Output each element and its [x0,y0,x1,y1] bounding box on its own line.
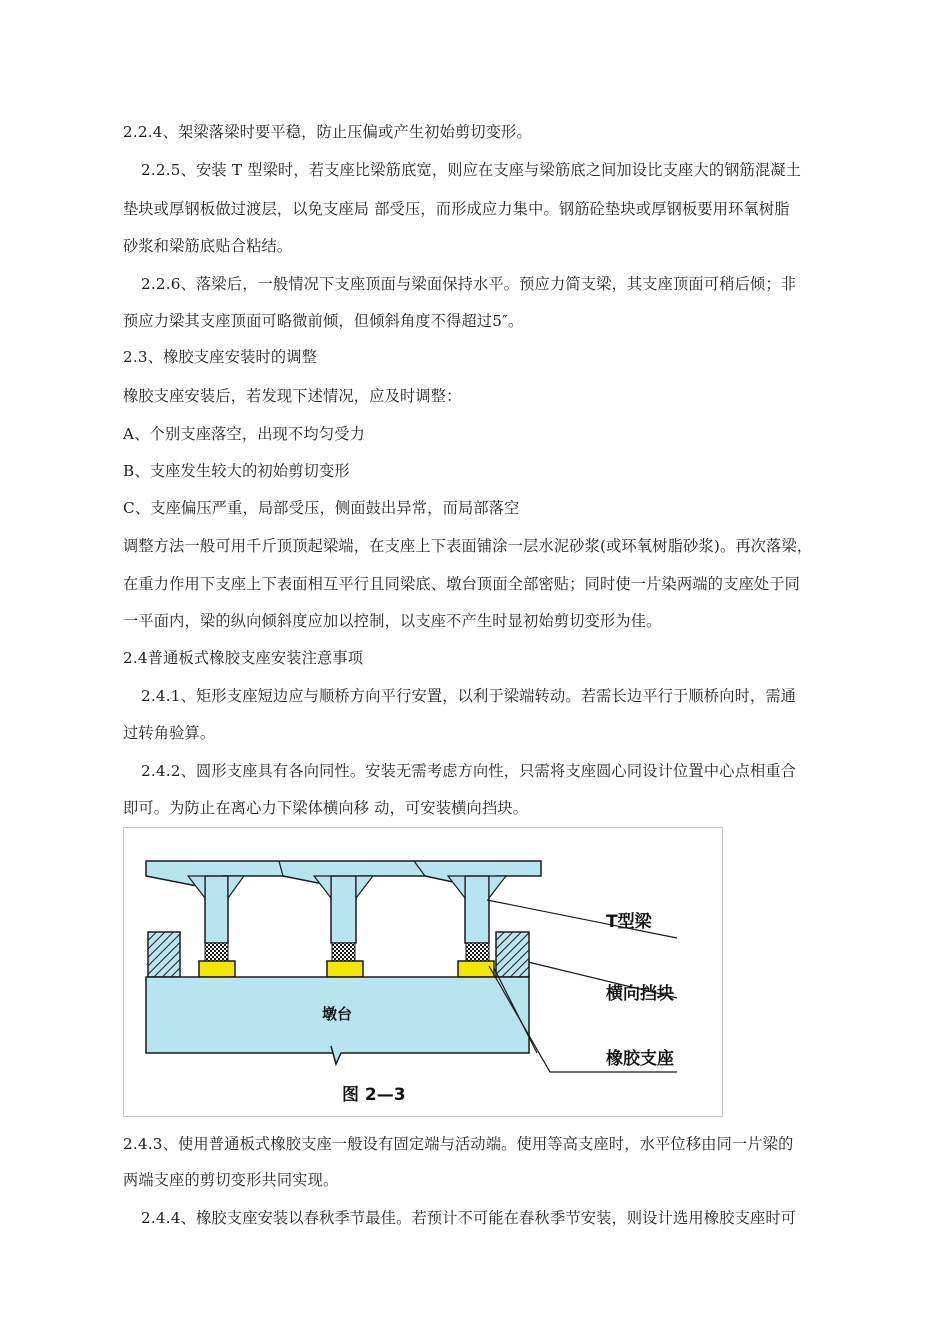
para-adjust-method-line1: 调整方法一般可用千斤顶顶起梁端，在支座上下表面铺涂一层水泥砂浆(或环氧树脂砂浆)。再次落梁， [123,537,813,555]
figure-2-3 [123,827,723,1117]
bearing-plate-1 [199,961,235,977]
t-beam-web-1 [205,876,228,943]
label-lateral-block: 横向挡块 [606,984,674,1004]
para-2-2-4: 2.2.4、架梁落梁时要平稳，防止压偏或产生初始剪切变形。 [123,123,532,141]
para-2-4-3-line2: 两端支座的剪切变形共同实现。 [123,1171,339,1189]
heading-2-3: 2.3、橡胶支座安装时的调整 [123,348,318,366]
para-2-2-6-line2: 预应力梁其支座顶面可略微前倾，但倾斜角度不得超过5″。 [123,312,524,330]
rubber-pad-3 [466,943,489,961]
para-adjust-method-line3: 一平面内，梁的纵向倾斜度应加以控制，以支座不产生时显初始剪切变形为佳。 [123,612,662,630]
bearing-plate-2 [327,961,363,977]
rubber-pad-1 [205,943,228,961]
para-adjust-intro: 橡胶支座安装后，若发现下述情况，应及时调整： [123,387,462,405]
label-rubber-bearing: 橡胶支座 [606,1049,674,1069]
t-beam-web-2 [331,876,356,943]
list-item-a: A、个别支座落空，出现不均匀受力 [123,425,365,443]
lateral-block-right [496,932,529,977]
para-2-2-6-line1: 2.2.6、落梁后，一般情况下支座顶面与梁面保持水平。预应力简支梁，其支座顶面可稍后倾；非 [141,275,797,293]
bearing-plate-3 [458,961,494,977]
para-2-2-5-line2: 垫块或厚钢板做过渡层，以免支座局 部受压，而形成应力集中。钢筋砼垫块或厚钢板要用环氧树脂 [123,200,790,218]
list-item-b: B、支座发生较大的初始剪切变形 [123,462,350,480]
figure-caption: 图 2—3 [342,1085,406,1105]
label-t-beam: T型梁 [606,912,652,932]
para-2-4-3-line1: 2.4.3、使用普通板式橡胶支座一般设有固定端与活动端。使用等高支座时，水平位移由同一片梁的 [123,1135,794,1153]
para-2-2-5-line1: 2.2.5、安装 T 型梁时，若支座比梁筋底宽，则应在支座与梁筋底之间加设比支座大的钢筋混凝土 [141,161,802,179]
list-item-c: C、支座偏压严重，局部受压，侧面鼓出异常，而局部落空 [123,499,520,517]
heading-2-4: 2.4普通板式橡胶支座安装注意事项 [123,649,364,667]
para-adjust-method-line2: 在重力作用下支座上下表面相互平行且同梁底、墩台顶面全部密贴；同时使一片染两端的支座处于同 [123,575,801,593]
para-2-2-5-line3: 砂浆和梁筋底贴合粘结。 [123,237,293,255]
para-2-4-4-line1: 2.4.4、橡胶支座安装以春秋季节最佳。若预计不可能在春秋季节安装，则设计选用橡胶支座时可 [141,1209,797,1227]
rubber-pad-2 [332,943,355,961]
para-2-4-2-line2: 即可。为防止在离心力下梁体横向移 动，可安装横向挡块。 [123,799,529,817]
lateral-block-left [148,932,180,977]
para-2-4-2-line1: 2.4.2、圆形支座具有各向同性。安装无需考虑方向性，只需将支座圆心同设计位置中心点相重合 [141,762,797,780]
t-beam-web-3 [465,876,489,943]
label-pier: 墩台 [322,1005,353,1023]
para-2-4-1-line1: 2.4.1、矩形支座短边应与顺桥方向平行安置，以利于梁端转动。若需长边平行于顺桥向时，需通 [141,687,797,705]
para-2-4-1-line2: 过转角验算。 [123,724,216,742]
